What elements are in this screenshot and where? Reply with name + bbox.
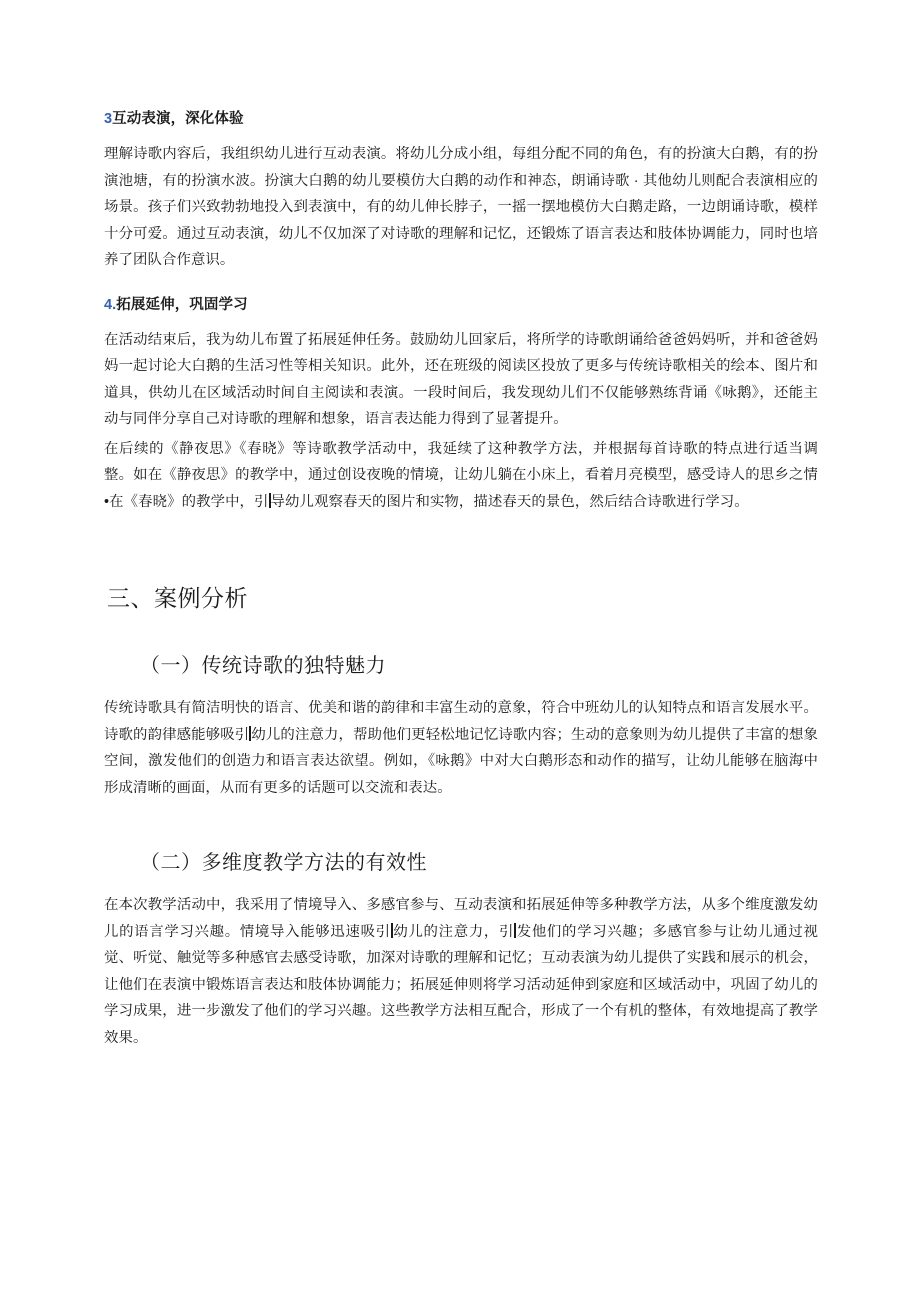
heading-number: 4.	[104, 296, 117, 313]
heading-number: 3	[104, 111, 113, 127]
numbered-heading-4	[104, 294, 818, 316]
paragraph-segment-a: 在本次教学活动中，我采用了情境导入、多感官参与、互动表演和拓展延伸等多种教学方法，从多个维度激发幼儿的语言学习兴趣。情境导入能够迅速吸引	[104, 897, 818, 940]
paragraph-segment-b: 在《春晓》的教学中，引	[109, 493, 269, 510]
middot-mark: •	[104, 493, 110, 510]
heading-title: 拓展延伸，巩固学习	[116, 296, 248, 313]
numbered-heading-3	[104, 108, 818, 130]
paragraph-method-effectiveness	[104, 892, 818, 1051]
paragraph-segment-c: 导幼儿观察春天的图片和实物，描述春天的景色，然后结合诗歌进行学习。	[270, 493, 749, 510]
heading-title: 互动表演，深化体验	[112, 111, 244, 127]
subsection-heading-method-effectiveness: （二）多维度教学方法的有效性	[140, 852, 427, 874]
paragraph-segment-b: 幼儿的注意力，帮助他们更轻松地记忆诗歌内容；生动的意象则为幼儿提供了丰富的想象空间，激发他们的创造力和语言表达欲望。例如，《咏鹅》中对大白鹅形态和动作的描写，让幼儿能够在脑海中形成清晰的画面，从而有更多的话题可以交流和表达。	[104, 726, 818, 796]
paragraph-poetry-charm	[104, 695, 818, 801]
paragraph-segment-c: 发他们的学习兴趣；多感官参与让幼儿通过视觉、听觉、触觉等多种感官去感受诗歌，加深对诗歌的理解和记忆；互动表演为幼儿提供了实践和展示的机会，让他们在表演中锻炼语言表达和肢体协调能力；拓展延伸则将学习活动延伸到家庭和区域活动中，巩固了幼儿的学习成果，进一步激发了他们的学习兴趣。这些教学方法相互配合，形成了一个有机的整体，有效地提高了教学效果。	[104, 923, 818, 1046]
paragraph-segment-a: 传统诗歌具有简洁明快的语言、优美和谐的韵律和丰富生动的意象，符合中班幼儿的认知特点和语言发展水平。诗歌的韵律感能够吸引	[104, 700, 818, 743]
subsection-heading-poetry-charm: （一）传统诗歌的独特魅力	[140, 655, 386, 677]
section-heading-case-analysis: 三、案例分析	[107, 585, 248, 611]
document-body	[104, 108, 818, 1051]
paragraph-followup-lessons	[104, 436, 818, 516]
paragraph-segment-b: 幼儿的注意力，引	[392, 923, 515, 940]
paragraph-extension-task: 在活动结束后，我为幼儿布置了拓展延伸任务。鼓励幼儿回家后，将所学的诗歌朗诵给爸爸妈妈听，并和爸爸妈妈一起讨论大白鹅的生活习性等相关知识。此外，还在班级的阅读区投放了更多与传统诗歌相关的绘本、图片和道具，供幼儿在区域活动时间自主阅读和表演。一段时间后，我发现幼儿们不仅能够熟练背诵《咏鹅》，还能主动与同伴分享自己对诗歌的理解和想象，语言表达能力得到了显著提升。	[104, 331, 818, 427]
paragraph-interactive-performance: 理解诗歌内容后，我组织幼儿进行互动表演。将幼儿分成小组，每组分配不同的角色，有的扮演大白鹅，有的扮演池塘，有的扮演水波。扮演大白鹅的幼儿要模仿大白鹅的动作和神态，朗诵诗歌 · 其他幼儿则配合表演相应的场景。孩子们兴致勃勃地投入到表演中，有的幼儿伸长脖子，一摇一摆地模仿大白鹅走路，一边朗诵诗歌，模样十分可爱。通过互动表演，幼儿不仅加深了对诗歌的理解和记忆，还锻炼了语言表达和肢体协调能力，同时也培养了团队合作意识。	[104, 146, 818, 268]
paragraph-segment-a: 在后续的《静夜思》《春晓》等诗歌教学活动中，我延续了这种教学方法，并根据每首诗歌的特点进行适当调整。如在《静夜思》的教学中，通过创设夜晚的情境，让幼儿躺在小床上，看着月亮模型，感受诗人的思乡之情	[104, 440, 818, 483]
